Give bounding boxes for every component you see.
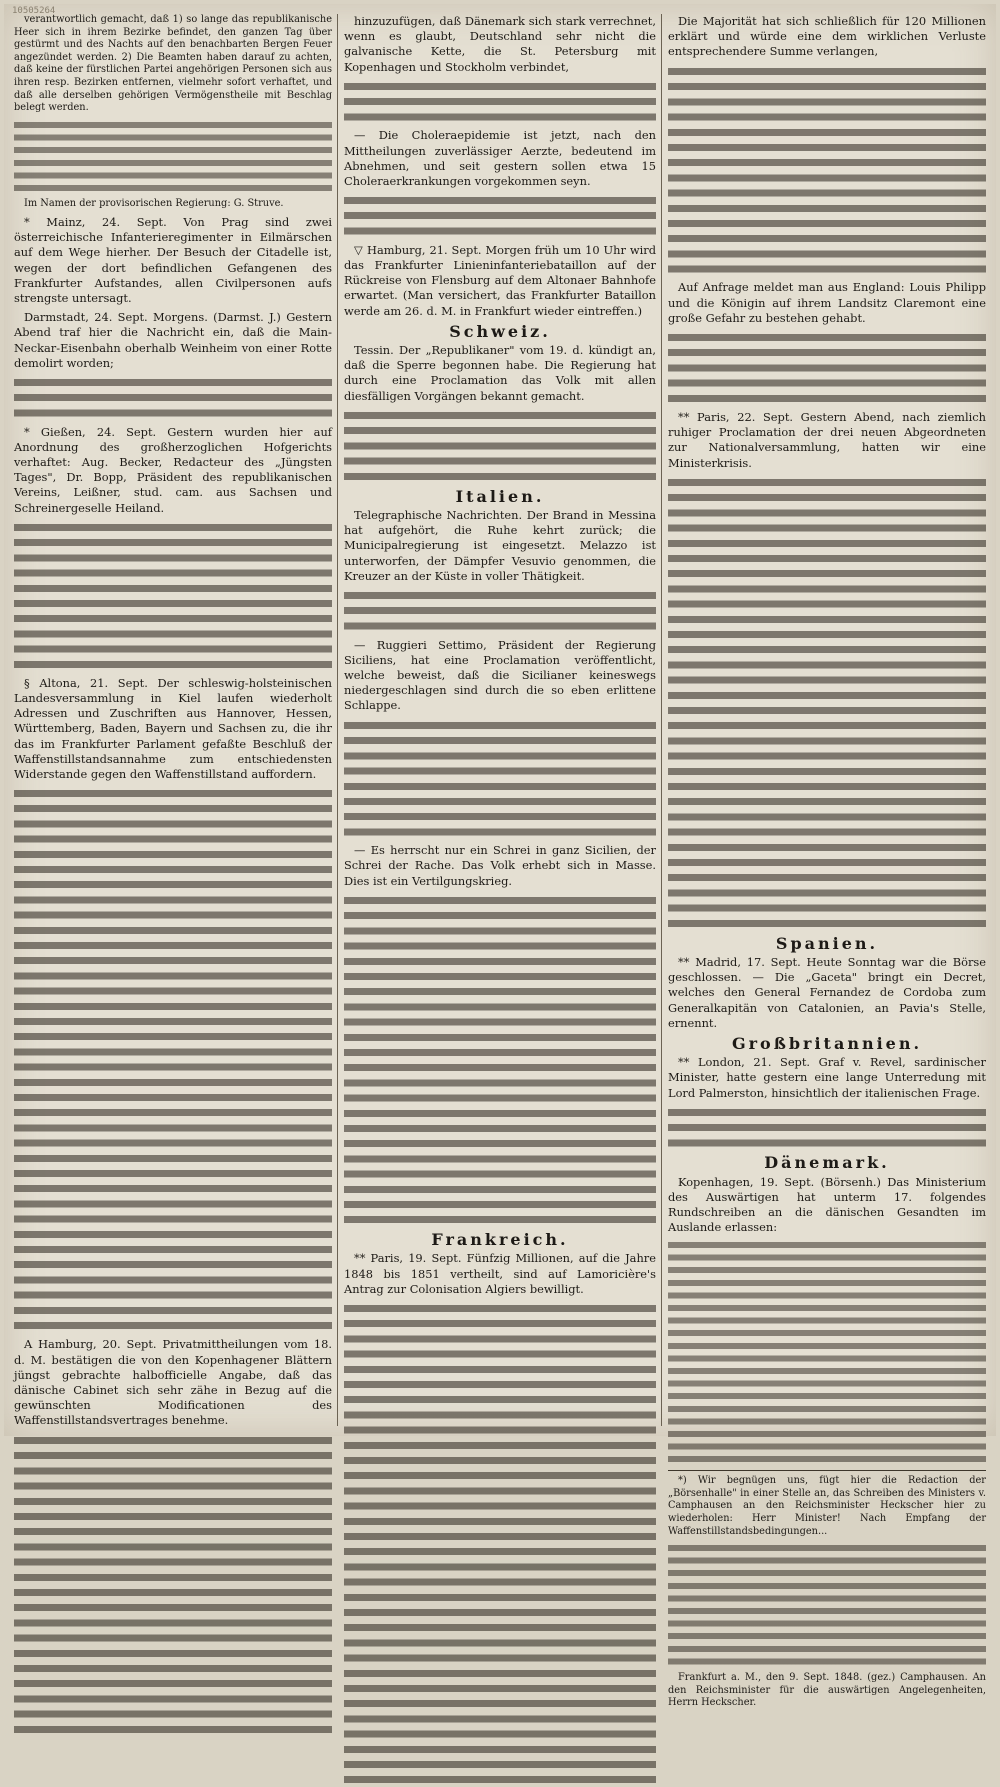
article-paragraph: — Ruggieri Settimo, Präsident der Regierung Siciliens, hat eine Proclamation veröffentlicht, welche beweist, daß die Sicilianer keineswegs niedergeschlagen sind durch die so eben erlittene Schlappe. (344, 637, 656, 713)
article-paragraph: ** Paris, 22. Sept. Gestern Abend, nach ziemlich ruhiger Proclamation der drei neuen Abgeordneten zur Nationalversammlung, hatten wir eine Ministerkrisis. (668, 410, 986, 470)
article-paragraph: ** London, 21. Sept. Graf v. Revel, sardinischer Minister, hatte gestern eine lange Unterredung mit Lord Palmerston, hinsichtlich der italienischen Frage. (668, 1055, 986, 1100)
article-paragraph: Auf Anfrage meldet man aus England: Louis Philipp und die Königin auf ihrem Landsitz Claremont eine große Gefahr zu bestehen gehabt. (668, 280, 986, 325)
illegible-text-block (344, 588, 656, 634)
article-paragraph: — Die Choleraepidemie ist jetzt, nach den Mittheilungen zuverlässiger Aerzte, bedeutend im Abnehmen, und seit gestern sollen etwa 15 Choleraerkrankungen vorgekommen seyn. (344, 128, 656, 189)
article-paragraph: Frankfurt a. M., den 9. Sept. 1848. (gez.) Camphausen. An den Reichsminister für die auswärtigen Angelegenheiten, Herrn Heckscher. (668, 1672, 986, 1709)
illegible-text-block (668, 1105, 986, 1151)
illegible-text-block (344, 893, 656, 1227)
article-paragraph: Die Majorität hat sich schließlich für 120 Millionen erklärt und würde eine dem wirklichen Verluste entsprechendere Summe verlangen, (668, 14, 986, 59)
article-paragraph: § Altona, 21. Sept. Der schleswig-holsteinischen Landesversammlung in Kiel laufen wiederholt Adressen und Zuschriften aus Hannover, Hessen, Württemberg, Baden, Bayern und Sachsen zu, die ihr das im Frankfurter Parlament gefaßte Beschluß der Waffenstillstandsannahme zum entschiedensten Widerstande gegen den Waffenstillstand auffordern. (14, 675, 332, 781)
illegible-text-block (14, 520, 332, 672)
article-paragraph: Darmstadt, 24. Sept. Morgens. (Darmst. J.) Gestern Abend traf hier die Nachricht ein, daß die Main-Neckar-Eisenbahn oberhalb Weinheim von einer Rotte demolirt worden; (14, 310, 332, 370)
illegible-text-block (668, 1542, 986, 1668)
column-3 (668, 14, 986, 1709)
illegible-text-block (344, 1301, 656, 1787)
footnote: *) Wir begnügen uns, fügt hier die Redaction der „Börsenhalle" in einer Stelle an, das Schreiben des Ministers v. Camphausen an den Reichsminister Heckscher hier zu wiederholen: Herr Minister! Nach Empfang der Waffenstillstandsbedingungen... (668, 1470, 986, 1538)
illegible-text-block (668, 330, 986, 406)
column-rule (661, 14, 662, 1426)
article-paragraph: A Hamburg, 20. Sept. Privatmittheilungen vom 18. d. M. bestätigen die von den Kopenhagener Blättern jüngst gebrachte halbofficielle Angabe, daß das dänische Cabinet sich sehr zähe in Bezug auf die gewünschten Modificationen des Waffenstillstandsvertrages benehme. (14, 1337, 332, 1428)
article-paragraph: hinzuzufügen, daß Dänemark sich stark verrechnet, wenn es glaubt, Deutschland sehr nicht die galvanische Kette, die St. Petersburg mit Kopenhagen und Stockholm verbindet, (344, 14, 656, 74)
newspaper-page (4, 4, 996, 1709)
article-paragraph: Telegraphische Nachrichten. Der Brand in Messina hat aufgehört, die Ruhe kehrt zurück; die Municipalregierung ist eingesetzt. Melazzo ist unterworfen, der Dämpfer Vesuvio genommen, die Kreuzer an der Küste in voller Thätigkeit. (344, 508, 656, 583)
illegible-text-block (344, 718, 656, 840)
column-1 (14, 14, 332, 1426)
article-paragraph: — Es herrscht nur ein Schrei in ganz Sicilien, der Schrei der Rache. Das Volk erhebt sich in Masse. Dies ist ein Vertilgungskrieg. (344, 843, 656, 888)
section-heading: Spanien. (775, 933, 879, 953)
section-heading: Großbritannien. (731, 1034, 923, 1054)
column-2 (344, 14, 656, 1426)
section-heading: Dänemark. (764, 1153, 890, 1173)
article-paragraph: ▽ Hamburg, 21. Sept. Morgen früh um 10 Uhr wird das Frankfurter Linieninfanteriebataillon auf der Rückreise von Flensburg auf dem Altonaer Bahnhofe erwartet. (Man versichert, das Frankfurter Bataillon werde am 26. d. M. in Frankfurt wieder eintreffen.) (344, 242, 656, 318)
section-heading: Schweiz. (449, 321, 551, 341)
illegible-text-block (344, 79, 656, 125)
illegible-text-block (14, 786, 332, 1333)
scan-id: 10505264 (12, 6, 56, 16)
article-paragraph: * Mainz, 24. Sept. Von Prag sind zwei österreichische Infanterieregimenter in Eilmärschen auf dem Wege hierher. Der Besuch der Citadelle ist, wegen der dort befindlichen Gefangenen des Frankfurter Aufstandes, allen Civilpersonen aufs strengste untersagt. (14, 214, 332, 305)
illegible-text-block (668, 64, 986, 277)
article-paragraph: Tessin. Der „Republikaner" vom 19. d. kündigt an, daß die Sperre begonnen habe. Die Regierung hat durch eine Proclamation das Volk mit allen diesfälligen Vorgängen bekannt gemacht. (344, 343, 656, 403)
illegible-text-block (14, 375, 332, 421)
article-paragraph: Kopenhagen, 19. Sept. (Börsenh.) Das Ministerium des Auswärtigen hat unterm 17. folgendes Rundschreiben an die dänischen Gesandten im Auslande erlassen: (668, 1174, 986, 1235)
illegible-text-block (14, 1433, 332, 1737)
column-rule (337, 14, 338, 1426)
section-heading: Italien. (455, 486, 545, 506)
article-paragraph: ** Madrid, 17. Sept. Heute Sonntag war die Börse geschlossen. — Die „Gaceta" bringt ein Decret, welches den General Fernandez de Cordoba zum Generalkapitän von Catalonien, an Pavia's Stelle, ernennt. (668, 955, 986, 1030)
illegible-text-block (668, 475, 986, 931)
illegible-text-block (344, 193, 656, 239)
article-paragraph: Im Namen der provisorischen Regierung: G. Struve. (24, 198, 284, 210)
section-heading: Frankreich. (431, 1230, 569, 1250)
illegible-text-block (344, 408, 656, 484)
illegible-text-block (668, 1239, 986, 1466)
article-paragraph: * Gießen, 24. Sept. Gestern wurden hier auf Anordnung des großherzoglichen Hofgerichts verhaftet: Aug. Becker, Redacteur des „Jüngsten Tages", Dr. Bopp, Präsident des republikanischen Vereins, Leißner, stud. cam. aus Sachsen und Schreinergeselle Heiland. (14, 424, 332, 515)
illegible-text-block (14, 119, 332, 195)
article-paragraph: verantwortlich gemacht, daß 1) so lange das republikanische Heer sich in ihrem Bezirke befindet, den ganzen Tag über gestürmt und des Nachts auf den benachbarten Bergen Feuer angezündet werden. 2) Die Beamten haben darauf zu achten, daß keine der fürstlichen Partei angehörigen Personen sich aus ihren resp. Bezirken entfernen, vielmehr sofort verhaftet, und daß alle derselben gehörigen Vermögenstheile mit Beschlag belegt werden. (14, 14, 332, 114)
article-paragraph: ** Paris, 19. Sept. Fünfzig Millionen, auf die Jahre 1848 bis 1851 vertheilt, sind auf Lamoricière's Antrag zur Colonisation Algiers bewilligt. (344, 1251, 656, 1296)
